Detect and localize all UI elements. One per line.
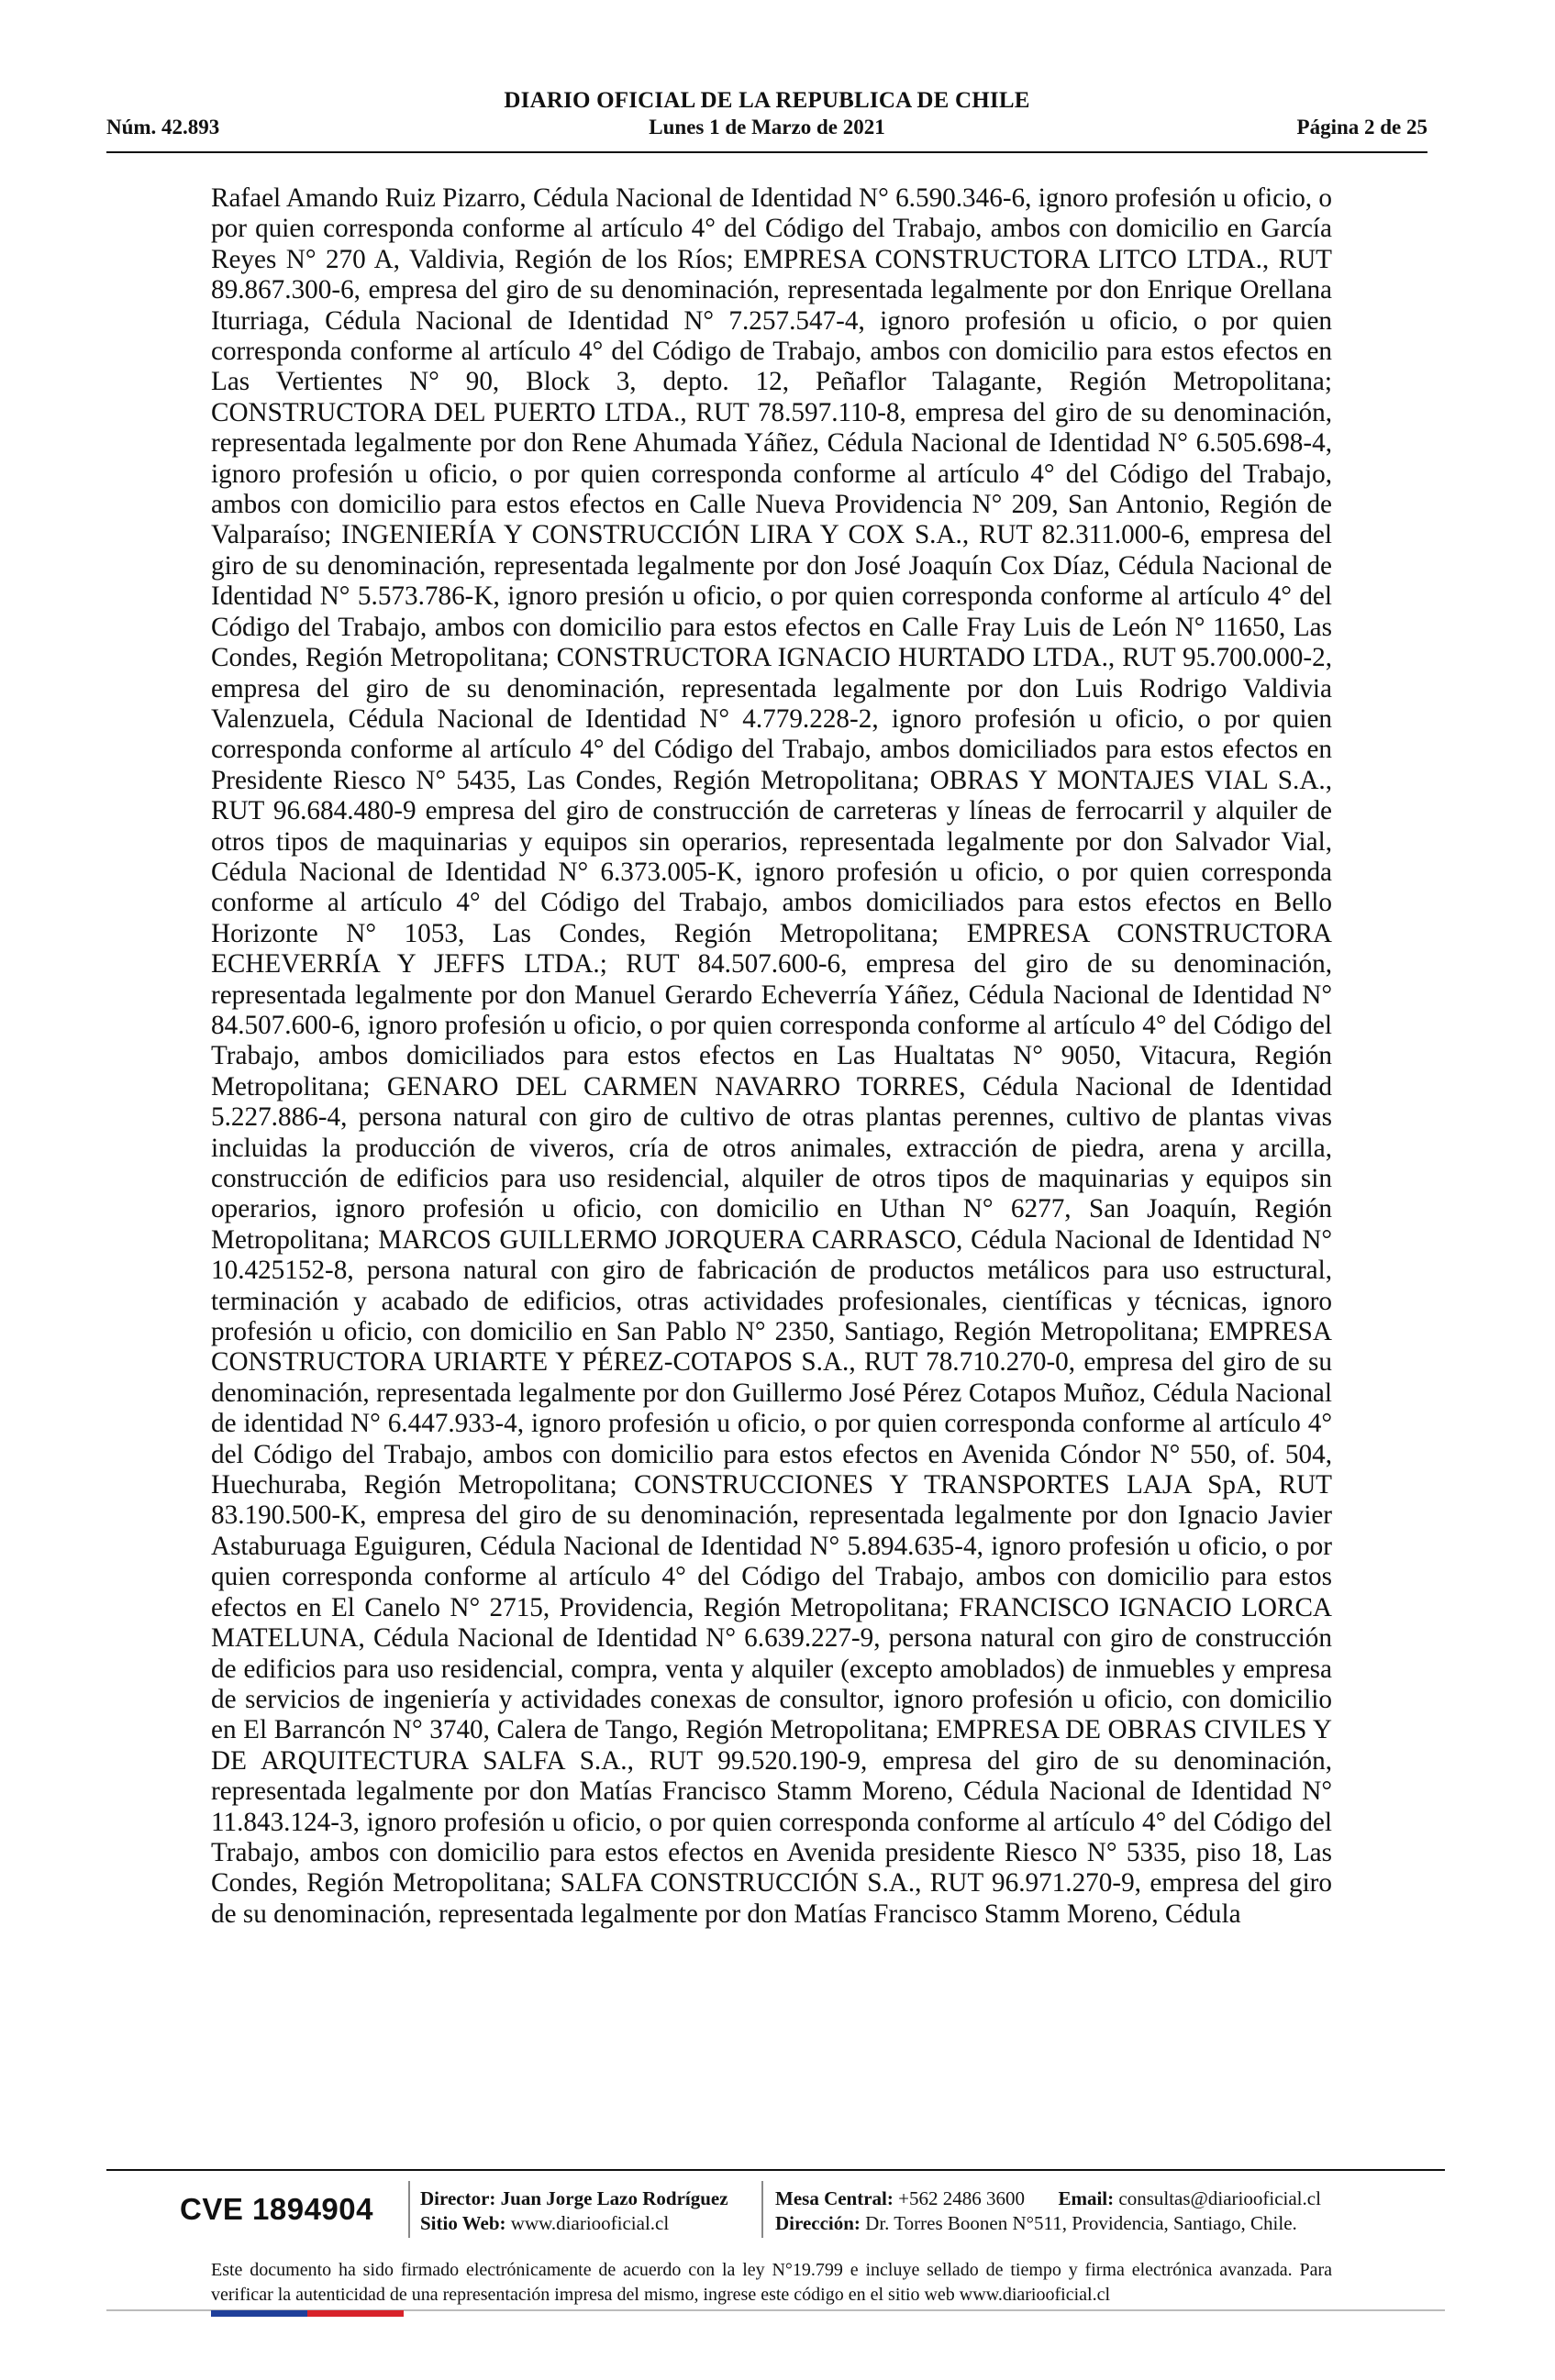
footer-divider <box>106 2169 1445 2171</box>
publication-title: DIARIO OFICIAL DE LA REPUBLICA DE CHILE <box>504 88 1030 113</box>
issue-date: Lunes 1 de Marzo de 2021 <box>649 116 885 138</box>
header-row <box>106 116 1427 147</box>
website-label: Sitio Web: <box>420 2212 506 2234</box>
address-text: Dr. Torres Boonen N°511, Providencia, Santiago, Chile. <box>865 2212 1297 2234</box>
flag-stripe <box>211 2310 404 2317</box>
email-link[interactable]: consultas@diariooficial.cl <box>1118 2187 1321 2209</box>
page-number: Página 2 de 25 <box>1296 116 1427 138</box>
footer-separator <box>408 2181 410 2238</box>
director-label: Director: <box>420 2187 496 2209</box>
website-line <box>420 2211 750 2236</box>
footer-director-block <box>420 2186 750 2236</box>
signature-notice: Este documento ha sido firmado electrónicamente de acuerdo con la ley N°19.799 e incluye sellado de tiempo y firma electrónica avanzada. Para verificar la autenticidad de una representación impresa del mismo, ingrese este código en el sitio web www.diariooficial.cl <box>211 2260 1332 2305</box>
director-line <box>420 2186 750 2211</box>
flag-blue-segment <box>211 2310 307 2317</box>
website-link[interactable]: www.diariooficial.cl <box>510 2212 670 2234</box>
issue-number: Núm. 42.893 <box>106 116 220 138</box>
footer-separator-2 <box>761 2181 763 2238</box>
cve-code: CVE 1894904 <box>180 2192 373 2226</box>
body-paragraph: Rafael Amando Ruiz Pizarro, Cédula Nacional de Identidad N° 6.590.346-6, ignoro profesión u oficio, o por quien corresponda conforme al artículo 4° del Código del Trabajo, ambos con domicilio en García Reyes N° 270 A, Valdivia, Región de los Ríos; EMPRESA CONSTRUCTORA LITCO LTDA., RUT 89.867.300-6, empresa del giro de su denominación, representada legalmente por don Enrique Orellana Iturriaga, Cédula Nacional de Identidad N° 7.257.547-4, ignoro profesión u oficio, o por quien corresponda conforme al artículo 4° del Código de Trabajo, ambos con domicilio para estos efectos en Las Vertientes N° 90, Block 3, depto. 12, Peñaflor Talagante, Región Metropolitana; CONSTRUCTORA DEL PUERTO LTDA., RUT 78.597.110-8, empresa del giro de su denominación, representada legalmente por don Rene Ahumada Yáñez, Cédula Nacional de Identidad N° 6.505.698-4, ignoro profesión u oficio, o por quien corresponda conforme al artículo 4° del Código del Trabajo, ambos con domicilio para estos efectos en Calle Nueva Providencia N° 209, San Antonio, Región de Valparaíso; INGENIERÍA Y CONSTRUCCIÓN LIRA Y COX S.A., RUT 82.311.000-6, empresa del giro de su denominación, representada legalmente por don José Joaquín Cox Díaz, Cédula Nacional de Identidad N° 5.573.786-K, ignoro presión u oficio, o por quien corresponda conforme al artículo 4° del Código del Trabajo, ambos con domicilio para estos efectos en Calle Fray Luis de León N° 11650, Las Condes, Región Metropolitana; CONSTRUCTORA IGNACIO HURTADO LTDA., RUT 95.700.000-2, empresa del giro de su denominación, representada legalmente por don Luis Rodrigo Valdivia Valenzuela, Cédula Nacional de Identidad N° 4.779.228-2, ignoro profesión u oficio, o por quien corresponda conforme al artículo 4° del Código del Trabajo, ambos domiciliados para estos efectos en Presidente Riesco N° 5435, Las Condes, Región Metropolitana; OBRAS Y MONTAJES VIAL S.A., RUT 96.684.480-9 empresa del giro de construcción de carreteras y líneas de ferrocarril y alquiler de otros tipos de maquinarias y equipos sin operarios, representada legalmente por don Salvador Vial, Cédula Nacional de Identidad N° 6.373.005-K, ignoro profesión u oficio, o por quien corresponda conforme al artículo 4° del Código del Trabajo, ambos domiciliados para estos efectos en Bello Horizonte N° 1053, Las Condes, Región Metropolitana; EMPRESA CONSTRUCTORA ECHEVERRÍA Y JEFFS LTDA.; RUT 84.507.600-6, empresa del giro de su denominación, representada legalmente por don Manuel Gerardo Echeverría Yáñez, Cédula Nacional de Identidad N° 84.507.600-6, ignoro profesión u oficio, o por quien corresponda conforme al artículo 4° del Código del Trabajo, ambos domiciliados para estos efectos en Las Hualtatas N° 9050, Vitacura, Región Metropolitana; GENARO DEL CARMEN NAVARRO TORRES, Cédula Nacional de Identidad 5.227.886-4, persona natural con giro de cultivo de otras plantas perennes, cultivo de plantas vivas incluidas la producción de viveros, cría de otros animales, extracción de piedra, arena y arcilla, construcción de edificios para uso residencial, alquiler de otros tipos de maquinarias y equipos sin operarios, ignoro profesión u oficio, con domicilio en Uthan N° 6277, San Joaquín, Región Metropolitana; MARCOS GUILLERMO JORQUERA CARRASCO, Cédula Nacional de Identidad N° 10.425152-8, persona natural con giro de fabricación de productos metálicos para uso estructural, terminación y acabado de edificios, otras actividades profesionales, científicas y técnicas, ignoro profesión u oficio, con domicilio en San Pablo N° 2350, Santiago, Región Metropolitana; EMPRESA CONSTRUCTORA URIARTE Y PÉREZ-COTAPOS S.A., RUT 78.710.270-0, empresa del giro de su denominación, representada legalmente por don Guillermo José Pérez Cotapos Muñoz, Cédula Nacional de identidad N° 6.447.933-4, ignoro profesión u oficio, o por quien corresponda conforme al artículo 4° del Código del Trabajo, ambos con domicilio para estos efectos en Avenida Cóndor N° 550, of. 504, Huechuraba, Región Metropolitana; CONSTRUCCIONES Y TRANSPORTES LAJA SpA, RUT 83.190.500-K, empresa del giro de su denominación, representada legalmente por don Ignacio Javier Astaburuaga Eguiguren, Cédula Nacional de Identidad N° 5.894.635-4, ignoro profesión u oficio, o por quien corresponda conforme al artículo 4° del Código del Trabajo, ambos con domicilio para estos efectos en El Canelo N° 2715, Providencia, Región Metropolitana; FRANCISCO IGNACIO LORCA MATELUNA, Cédula Nacional de Identidad N° 6.639.227-9, persona natural con giro de construcción de edificios para uso residencial, compra, venta y alquiler (excepto amoblados) de inmuebles y empresa de servicios de ingeniería y actividades conexas de consultor, ignoro profesión u oficio, con domicilio en El Barrancón N° 3740, Calera de Tango, Región Metropolitana; EMPRESA DE OBRAS CIVILES Y DE ARQUITECTURA SALFA S.A., RUT 99.520.190-9, empresa del giro de su denominación, representada legalmente por don Matías Francisco Stamm Moreno, Cédula Nacional de Identidad N° 11.843.124-3, ignoro profesión u oficio, o por quien corresponda conforme al artículo 4° del Código del Trabajo, ambos con domicilio para estos efectos en Avenida presidente Riesco N° 5335, piso 18, Las Condes, Región Metropolitana; SALFA CONSTRUCCIÓN S.A., RUT 96.971.270-9, empresa del giro de su denominación, representada legalmente por don Matías Francisco Stamm Moreno, Cédula <box>211 183 1332 1929</box>
flag-red-segment <box>307 2310 404 2317</box>
phone-label: Mesa Central: <box>775 2187 894 2209</box>
phone-number: +562 2486 3600 <box>898 2187 1025 2209</box>
address-line <box>775 2211 1436 2236</box>
contact-line <box>775 2186 1436 2211</box>
cve-code-box <box>180 2183 404 2236</box>
director-name: Juan Jorge Lazo Rodríguez <box>500 2187 728 2209</box>
address-label: Dirección: <box>775 2212 861 2234</box>
page-header <box>106 88 1427 154</box>
footer-contact-block <box>775 2186 1436 2236</box>
email-label: Email: <box>1058 2187 1115 2209</box>
header-divider <box>106 151 1427 153</box>
